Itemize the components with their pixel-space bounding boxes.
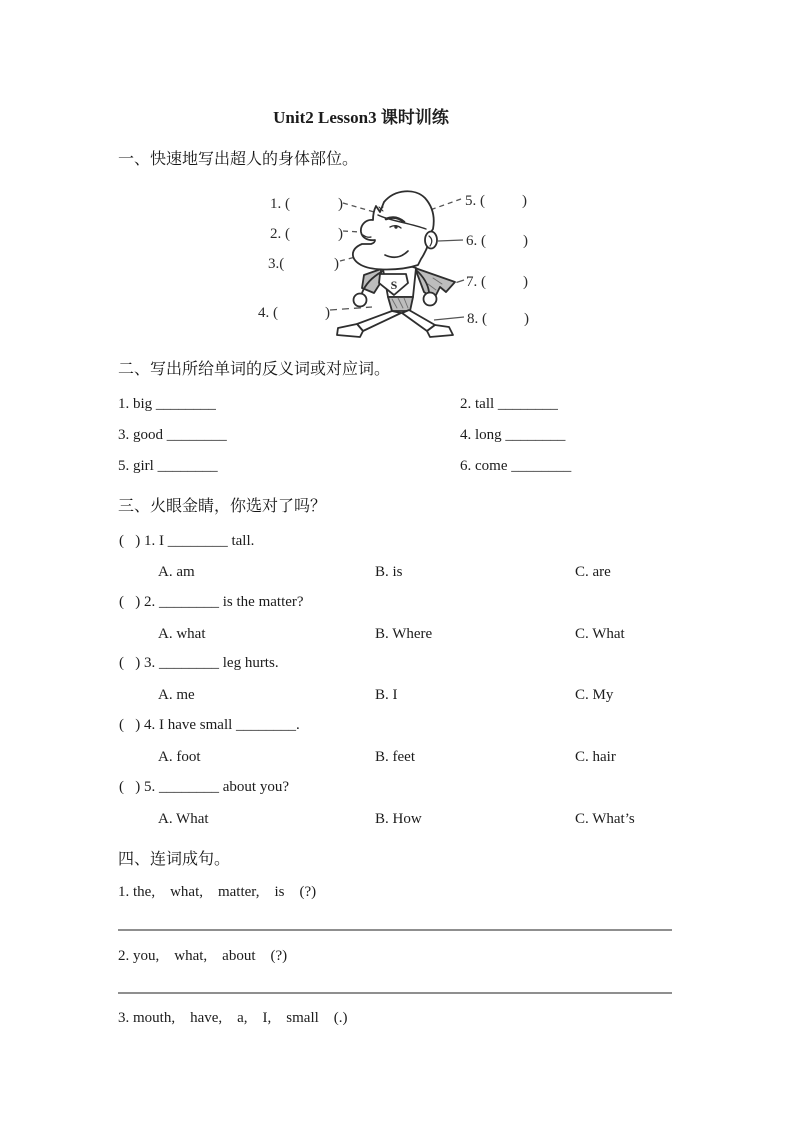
question-2-option-c: C. What: [575, 626, 625, 642]
question-2-stem: ( ) 2. ________ is the matter?: [119, 594, 304, 610]
question-3-option-a: A. me: [158, 687, 195, 703]
question-3-option-b: B. I: [375, 687, 398, 703]
left-leg: [357, 311, 401, 331]
body-part-label-7: 7. ( ): [466, 274, 528, 290]
question-2-option-b: B. Where: [375, 626, 433, 642]
word-item-4: 4. long ________: [460, 427, 566, 443]
word-item-3: 3. good ________: [118, 427, 227, 443]
leader-line-8: [434, 317, 464, 320]
body-part-label-6: 6. ( ): [466, 233, 528, 249]
question-3-stem: ( ) 3. ________ leg hurts.: [119, 655, 279, 671]
sentence-item-1: 1. the, what, matter, is (?): [118, 884, 317, 900]
question-3-option-c: C. My: [575, 687, 614, 703]
leader-line-2: [343, 231, 360, 232]
ear: [425, 232, 437, 249]
shield-letter: S: [390, 278, 398, 292]
section-2-heading: 二、写出所给单词的反义词或对应词。: [118, 361, 391, 378]
question-5-option-a: A. What: [158, 811, 209, 827]
sentence-item-2: 2. you, what, about (?): [118, 948, 288, 964]
left-fist: [354, 294, 367, 307]
question-4-option-a: A. foot: [158, 749, 201, 765]
section-3-heading: 三、火眼金睛，你选对了吗？: [118, 498, 327, 515]
question-5-stem: ( ) 5. ________ about you?: [119, 779, 289, 795]
question-4-option-b: B. feet: [375, 749, 415, 765]
question-5-option-b: B. How: [375, 811, 422, 827]
sentence-item-3: 3. mouth, have, a, I, small (.): [118, 1010, 348, 1026]
right-fist: [424, 293, 437, 306]
page-title: Unit2 Lesson3 课时训练: [273, 108, 449, 127]
leader-line-1: [343, 203, 374, 212]
body-part-label-4: 4. ( ): [258, 305, 330, 321]
pupil: [394, 225, 397, 228]
word-item-2: 2. tall ________: [460, 396, 558, 412]
question-5-option-c: C. What’s: [575, 811, 635, 827]
answer-line-2: [118, 992, 672, 994]
leader-line-6: [438, 240, 463, 241]
leader-line-5: [430, 199, 461, 210]
question-2-option-a: A. what: [158, 626, 206, 642]
cape-left-flap: [362, 269, 381, 293]
body-part-label-1: 1. ( ): [270, 196, 343, 212]
answer-line-1: [118, 929, 672, 931]
question-1-stem: ( ) 1. I ________ tall.: [119, 533, 255, 549]
leader-line-4: [330, 307, 372, 310]
section-1-heading: 一、快速地写出超人的身体部位。: [118, 151, 359, 168]
question-1-option-a: A. am: [158, 564, 195, 580]
superman-figure-area: [250, 185, 550, 350]
body-part-label-2: 2. ( ): [270, 226, 343, 242]
body-part-label-3: 3.( ): [268, 256, 339, 272]
section-4-heading: 四、连词成句。: [118, 851, 231, 868]
superman-figure: [337, 191, 455, 337]
word-item-6: 6. come ________: [460, 458, 572, 474]
body-part-label-5: 5. ( ): [465, 193, 527, 209]
question-1-option-b: B. is: [375, 564, 403, 580]
body-part-label-8: 8. ( ): [467, 311, 529, 327]
question-4-stem: ( ) 4. I have small ________.: [119, 717, 300, 733]
word-item-1: 1. big ________: [118, 396, 216, 412]
question-1-option-c: C. are: [575, 564, 611, 580]
left-boot: [337, 324, 363, 337]
word-item-5: 5. girl ________: [118, 458, 218, 474]
question-4-option-c: C. hair: [575, 749, 616, 765]
